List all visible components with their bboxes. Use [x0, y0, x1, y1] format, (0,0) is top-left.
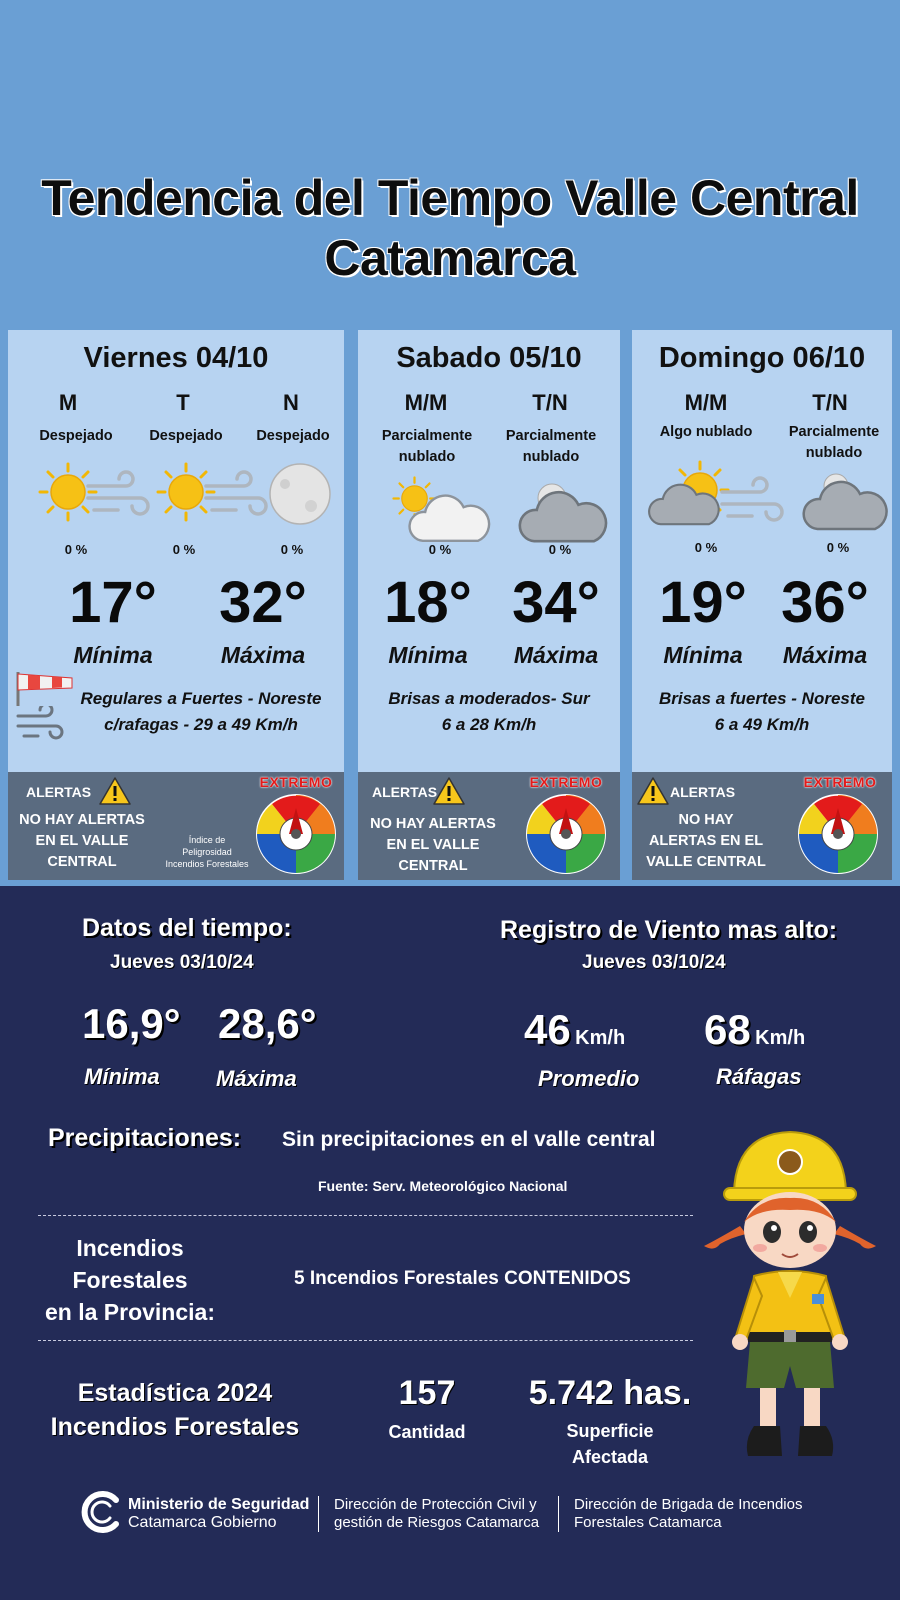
condition-text: Despejado: [149, 428, 223, 444]
cloudy-night-icon: [804, 474, 887, 529]
day-title: Sabado 05/10: [396, 342, 582, 374]
fire-danger-gauge-icon: [254, 792, 338, 876]
alert-text: NO HAY ALERTAS EN EL VALLE CENTRAL: [370, 816, 496, 874]
precipitation-text: Sin precipitaciones en el valle central: [282, 1128, 656, 1151]
precip-chance: 0 %: [694, 540, 718, 555]
weather-icons-row: [640, 460, 890, 540]
min-label: Mínima: [388, 642, 468, 668]
divider: [38, 1340, 693, 1341]
fire-danger-gauge-icon: [524, 792, 608, 876]
max-label: Máxima: [220, 642, 306, 668]
wind-forecast: Brisas a fuertes - Noreste 6 a 49 Km/h: [659, 689, 865, 734]
min-label: Mínima: [663, 642, 743, 668]
fire-count: 157: [398, 1374, 456, 1412]
stats-title: Estadística 2024 Incendios Forestales: [50, 1379, 300, 1441]
sun-behind-cloud-icon: [649, 462, 728, 524]
wind-average: 46 Km/h: [524, 1006, 626, 1053]
footer-divider: [318, 1496, 319, 1532]
burned-area: 5.742 has.: [528, 1374, 692, 1412]
observed-max-temp: 28,6°: [218, 1000, 317, 1047]
precip-chance: 0 %: [826, 540, 850, 555]
wind-gust: 68 Km/h: [704, 1006, 806, 1053]
weather-data-date: Jueves 03/10/24: [110, 952, 254, 973]
forecast-panel-domingo: [632, 330, 892, 772]
firefighter-mascot-icon: [700, 1126, 880, 1476]
condition-text: Despejado: [256, 428, 330, 444]
cloudy-night-icon: [508, 476, 608, 546]
max-temp: 32°: [219, 570, 307, 635]
alert-text: NO HAY ALERTAS EN EL VALLE CENTRAL: [19, 812, 145, 870]
warning-icon: [636, 776, 670, 806]
period-label: N: [283, 390, 299, 415]
min-temp: 17°: [69, 570, 157, 635]
period-label: M/M: [684, 390, 728, 415]
max-label: Máxima: [782, 642, 868, 668]
fire-danger-gauge-icon: [796, 792, 880, 876]
alert-box-sabado: [358, 772, 620, 880]
data-source: Fuente: Serv. Meteorológico Nacional: [318, 1178, 568, 1194]
alert-label: ALERTAS: [26, 784, 92, 800]
burned-area-label: Superficie Afectada: [566, 1421, 654, 1467]
fire-count-label: Cantidad: [388, 1422, 466, 1442]
observed-max-label: Máxima: [216, 1066, 297, 1091]
fire-danger-index-label: Índice de Peligrosidad Incendios Forestales: [165, 835, 249, 869]
sun-icon: [40, 464, 96, 520]
condition-text: Despejado: [39, 428, 113, 444]
day-title: Viernes 04/10: [83, 342, 269, 374]
precip-chance: 0 %: [280, 542, 304, 557]
condition-text: Parcialmente nublado: [381, 428, 473, 465]
civil-protection-name: Dirección de Protección Civil y gestión de Riesgos Catamarca: [334, 1496, 540, 1531]
alert-text: NO HAY ALERTAS EN EL VALLE CENTRAL: [646, 812, 766, 870]
wind-average-label: Promedio: [538, 1066, 640, 1091]
ministry-logo-icon: [80, 1490, 124, 1534]
max-temp: 36°: [781, 570, 869, 635]
alert-box-viernes: [8, 772, 344, 880]
sun-icon: [158, 464, 214, 520]
wind-record-date: Jueves 03/10/24: [582, 952, 726, 973]
ministry-name: Ministerio de Seguridad Catamarca Gobierno: [128, 1496, 310, 1531]
divider: [38, 1215, 693, 1216]
weather-icons-row: [30, 452, 340, 532]
wind-gust-label: Ráfagas: [716, 1064, 802, 1089]
wind-icon: [722, 478, 782, 520]
forecast-panel-viernes: [8, 330, 344, 772]
condition-text: Parcialmente nublado: [788, 424, 880, 461]
precipitation-label: Precipitaciones:: [48, 1124, 242, 1152]
period-label: M/M: [404, 390, 448, 415]
wind-forecast: Regulares a Fuertes - Noreste c/rafagas - 29 a 49 Km/h: [80, 689, 322, 734]
weather-data-title: Datos del tiempo:: [82, 914, 292, 942]
alert-label: ALERTAS: [670, 784, 736, 800]
warning-icon: [98, 776, 132, 806]
partly-cloudy-icon: [392, 476, 492, 546]
warning-icon: [432, 776, 466, 806]
precip-chance: 0 %: [428, 542, 452, 557]
wind-forecast: Brisas a moderados- Sur 6 a 28 Km/h: [388, 689, 590, 734]
fire-brigade-name: Dirección de Brigada de Incendios Forestales Catamarca: [574, 1496, 803, 1531]
moon-icon: [270, 464, 330, 524]
forecast-panel-sabado: [358, 330, 620, 772]
max-label: Máxima: [513, 642, 599, 668]
fires-status: 5 Incendios Forestales CONTENIDOS: [294, 1268, 631, 1289]
footer-divider: [558, 1496, 559, 1532]
danger-level: EXTREMO: [529, 774, 603, 790]
precip-chance: 0 %: [172, 542, 196, 557]
page-title: Tendencia del Tiempo Valle Central Catamarca: [41, 170, 859, 286]
danger-level: EXTREMO: [803, 774, 877, 790]
precip-chance: 0 %: [548, 542, 572, 557]
observed-min-temp: 16,9°: [82, 1000, 181, 1047]
period-label: T/N: [532, 390, 568, 415]
alert-box-domingo: [632, 772, 892, 880]
danger-level: EXTREMO: [259, 774, 333, 790]
day-title: Domingo 06/10: [658, 342, 866, 374]
min-temp: 18°: [384, 570, 472, 635]
min-temp: 19°: [659, 570, 747, 635]
period-label: T: [176, 390, 190, 415]
period-label: T/N: [812, 390, 848, 415]
period-label: M: [58, 390, 78, 415]
observed-min-label: Mínima: [84, 1064, 160, 1089]
min-label: Mínima: [73, 642, 153, 668]
wind-record-title: Registro de Viento mas alto:: [500, 916, 838, 944]
precip-chance: 0 %: [64, 542, 88, 557]
alert-label: ALERTAS: [372, 784, 438, 800]
condition-text: Algo nublado: [659, 424, 753, 440]
condition-text: Parcialmente nublado: [505, 428, 597, 465]
fires-label: Incendios Forestales en la Provincia:: [44, 1235, 215, 1325]
max-temp: 34°: [512, 570, 600, 635]
